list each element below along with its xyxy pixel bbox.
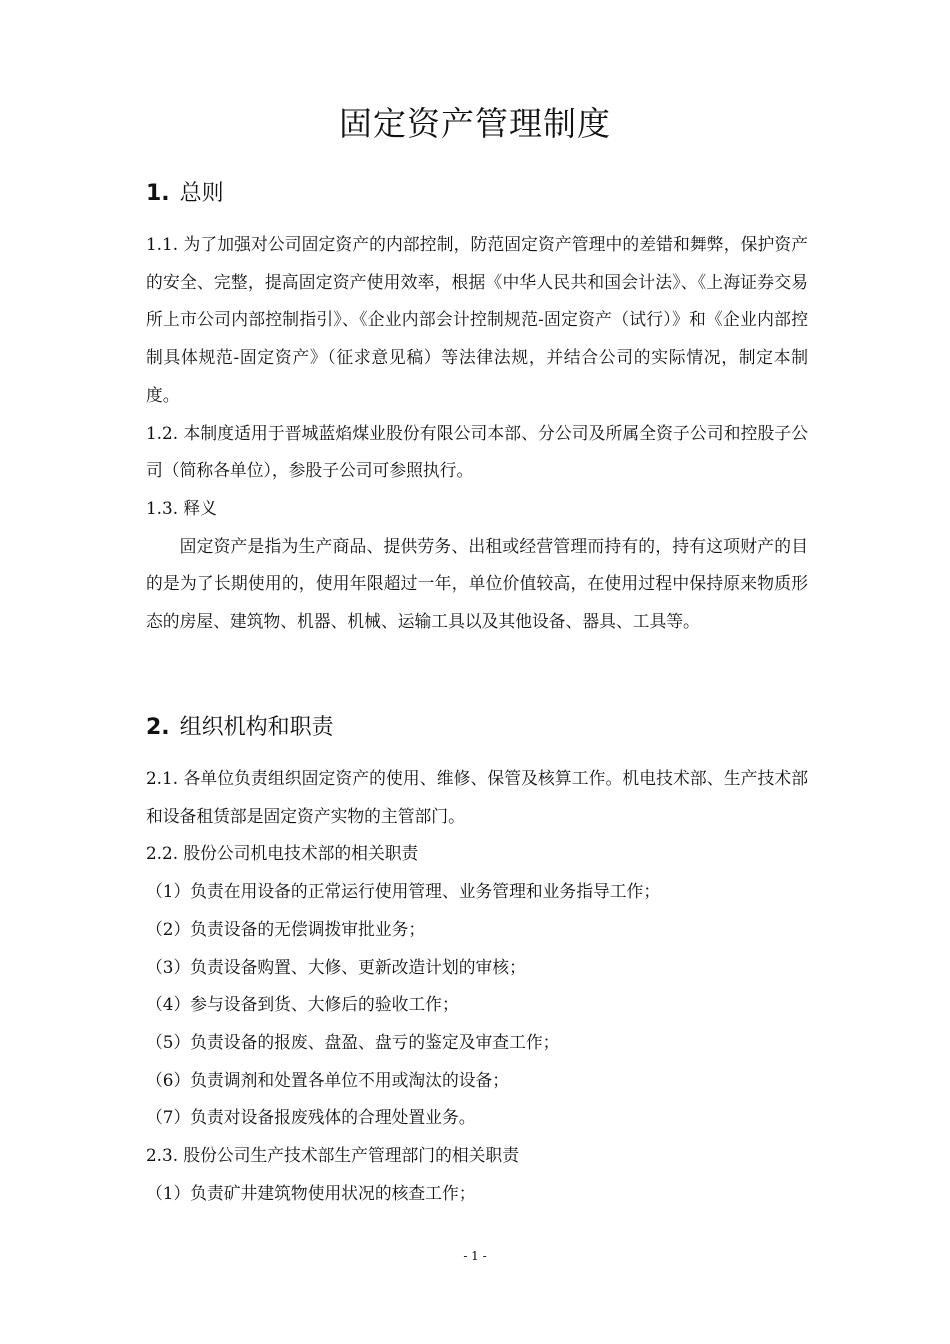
clause-2-3: 2.3. 股份公司生产技术部生产管理部门的相关职责 (146, 1145, 519, 1166)
section-number: 2. (146, 715, 170, 740)
section-1-body (146, 226, 808, 641)
section-number: 1. (146, 181, 170, 206)
section-title: 组织机构和职责 (179, 715, 334, 740)
clause-2-2: 2.2. 股份公司机电技术部的相关职责 (146, 843, 419, 864)
list-item: （1）负责在用设备的正常运行使用管理、业务管理和业务指导工作； (146, 881, 661, 902)
section-heading-1 (146, 174, 826, 214)
section-heading-2 (146, 708, 826, 748)
list-item: （7）负责对设备报废残体的合理处置业务。 (146, 1107, 476, 1128)
list-item: （1）负责矿井建筑物使用状况的核查工作； (146, 1182, 476, 1203)
clause-2-1: 2.1. 各单位负责组织固定资产的使用、维修、保管及核算工作。机电技术部、生产技术部和设备租赁部是固定资产实物的主管部门。 (146, 768, 808, 826)
clause-1-1: 1.1. 为了加强对公司固定资产的内部控制，防范固定资产管理中的差错和舞弊，保护资产的安全、完整，提高固定资产使用效率，根据《中华人民共和国会计法》、《上海证券交易所上市公司内部控制指引》、《企业内部会计控制规范-固定资产（试行）》和《企业内部控制具体规范-固定资产》（征求意见稿）等法律法规，并结合公司的实际情况，制定本制度。 (146, 234, 808, 405)
list-item: （5）负责设备的报废、盘盈、盘亏的鉴定及审查工作； (146, 1031, 560, 1052)
list-item: （3）负责设备购置、大修、更新改造计划的审核； (146, 956, 526, 977)
section-2-body (146, 760, 808, 1212)
list-item: （2）负责设备的无偿调拨审批业务； (146, 918, 426, 939)
clause-1-2: 1.2. 本制度适用于晋城蓝焰煤业股份有限公司本部、分公司及所属全资子公司和控股子公司（简称各单位），参股子公司可参照执行。 (146, 422, 808, 481)
list-item: （6）负责调剂和处置各单位不用或淘汰的设备； (146, 1069, 510, 1090)
definition-paragraph: 固定资产是指为生产商品、提供劳务、出租或经营管理而持有的，持有这项财产的目的是为了长期使用的，使用年限超过一年，单位价值较高，在使用过程中保持原来物质形态的房屋、建筑物、机器、机械、运输工具以及其他设备、器具、工具等。 (146, 535, 808, 632)
section-title: 总则 (179, 181, 224, 206)
list-item: （4）参与设备到货、大修后的验收工作； (146, 994, 459, 1015)
document-title: 固定资产管理制度 (339, 104, 611, 143)
clause-1-3: 1.3. 释义 (146, 497, 217, 518)
page-number: - 1 - (463, 1249, 487, 1263)
